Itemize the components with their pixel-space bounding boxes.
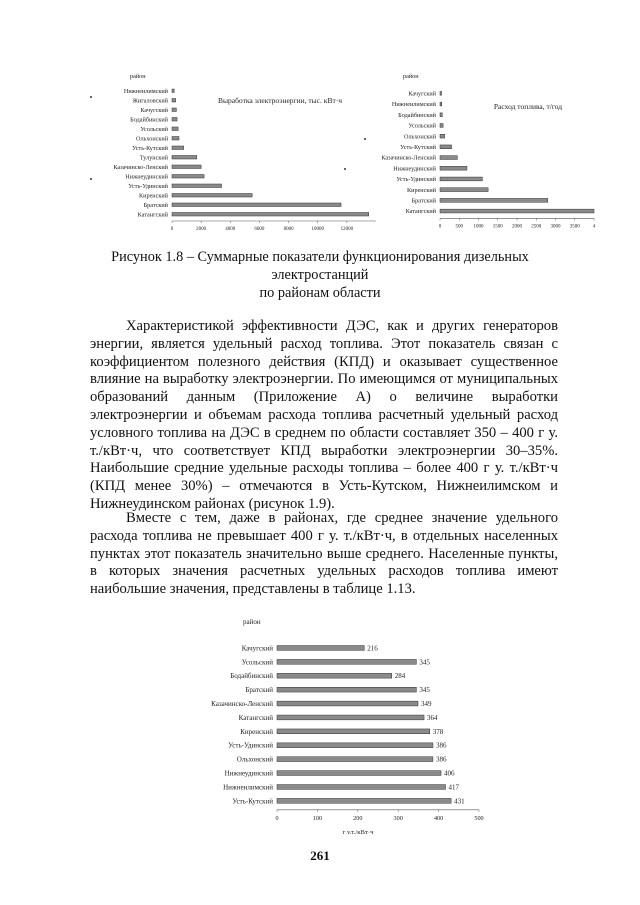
bar [172, 194, 252, 198]
bar [172, 203, 341, 207]
bar [440, 156, 457, 160]
category-label: Усть-Кутский [232, 797, 273, 806]
bar [277, 673, 392, 678]
figure-caption [90, 248, 550, 302]
data-label: 284 [394, 672, 406, 681]
x-axis-label: г у.т./кВт·ч [342, 829, 374, 834]
data-label: 378 [432, 727, 444, 736]
category-label: Киренский [240, 727, 273, 736]
x-tick-label: 4000 [225, 227, 236, 232]
bar [440, 188, 488, 192]
category-label: Казачинско-Ленский [381, 154, 436, 162]
x-tick-label: 300 [393, 815, 403, 822]
category-label: Нижнеудинский [125, 173, 168, 181]
category-label: Жигаловский [132, 97, 168, 105]
paragraph-1 [90, 318, 558, 514]
x-tick-label: 8000 [283, 227, 294, 232]
scan-speck [344, 168, 346, 170]
x-tick-label: 10000 [311, 227, 324, 232]
specific-fuel-consumption-chart-svg [195, 614, 495, 834]
category-label: Нижнеилимский [123, 87, 168, 95]
data-label: 345 [419, 658, 430, 667]
category-label: Братский [411, 197, 436, 205]
category-label: Усть-Кутский [132, 144, 168, 152]
bar [277, 743, 433, 748]
power-generation-chart-svg [80, 70, 380, 240]
category-axis-title: район [243, 618, 261, 626]
x-tick-label: 12000 [340, 227, 354, 232]
category-label: Братский [245, 686, 273, 695]
page-number: 261 [310, 848, 330, 863]
bar [440, 91, 442, 95]
bar [277, 757, 433, 762]
x-tick-label: 100 [312, 815, 323, 822]
category-axis-title: район [130, 73, 146, 80]
bar [172, 175, 204, 179]
paragraph-1-text: Характеристикой эффективности ДЭС, как и других генераторов энергии, является удельный расход топлива. Этот показатель связан с коэффициентом полезного действия (КПД) и оказывает существенное влияние на выработку электроэнергии. По имеющимся от муниципальных образований данным (Приложение А) о величине выработки электроэнергии и объемам расхода топлива расчетный удельный расход условного топлива на ДЭС в среднем по области составляет 350 – 400 г у. т./кВт·ч, что соответствует КПД выработки электроэнергии 30–35%. Наибольшие средние удельные расходы топлива – более 400 г у. т./кВт·ч (КПД менее 30%) – отмечаются в Усть-Кутском, Нижнеилимском и Нижнеудинском районах (рисунок 1.9). [90, 318, 558, 512]
data-label: 417 [448, 783, 459, 792]
bar [440, 134, 445, 138]
data-label: 216 [367, 644, 378, 653]
data-label: 349 [420, 700, 432, 708]
category-label: Братский [143, 201, 168, 209]
bar [277, 729, 430, 734]
category-label: Тулунский [139, 154, 168, 162]
x-tick-label: 6000 [254, 227, 265, 232]
paragraph-2-text: Вместе с тем, даже в районах, где среднее значение удельного расхода топлива не превышает 400 г у. т./кВт·ч, в отдельных населенных пунктах этот показатель значительно выше среднего. Населенные пункты, в которых значения расчетных удельных расходов топлива имеют наибольшие значения, представлены в таблице 1.13. [90, 510, 558, 598]
data-label: 406 [444, 769, 455, 778]
category-label: Усольский [140, 125, 168, 133]
bar [440, 198, 548, 202]
bar [440, 166, 467, 170]
bar [440, 177, 482, 181]
x-tick-label: 400 [433, 815, 444, 822]
category-label: Усольский [241, 658, 273, 667]
bar [172, 137, 179, 141]
category-label: Нижнеилимский [391, 101, 436, 109]
category-label: Бодайбинский [398, 111, 436, 119]
caption-line-3: по районам области [259, 285, 381, 301]
caption-line-2: электростанций [271, 267, 369, 283]
specific-fuel-consumption-chart [195, 614, 495, 834]
category-label: Качугский [140, 106, 168, 114]
category-label: Бодайбинский [230, 672, 273, 681]
category-label: Киренский [407, 186, 436, 194]
category-label: Усть-Удинский [228, 741, 273, 750]
category-label: Нижнеудинский [224, 769, 273, 778]
data-label: 386 [435, 755, 447, 764]
category-label: Качугский [408, 90, 436, 98]
x-tick-label: 500 [455, 224, 463, 230]
bar [172, 146, 184, 150]
chart-title: Выработка электроэнергии, тыс. кВт·ч [217, 96, 343, 105]
scan-speck [90, 178, 92, 180]
category-label: Усть-Кутский [400, 144, 436, 152]
bar [172, 99, 176, 103]
bar [277, 701, 418, 706]
x-tick-label: 0 [438, 224, 442, 230]
category-label: Нижнеилимский [223, 783, 273, 792]
category-label: Качугский [241, 644, 273, 653]
category-label: Нижнеудинский [393, 165, 436, 173]
paragraph-2 [90, 510, 558, 599]
category-axis-title: район [403, 73, 419, 80]
x-tick-label: 0 [170, 227, 174, 232]
category-label: Бодайбинский [130, 116, 168, 124]
bar [172, 213, 369, 217]
bar [440, 113, 442, 117]
bar [440, 102, 442, 106]
data-label: 364 [427, 713, 438, 722]
chart-title: Расход топлива, т/год [493, 102, 563, 111]
x-tick-label: 3000 [550, 224, 561, 230]
power-generation-chart [80, 70, 380, 240]
bar [277, 771, 441, 776]
category-label: Ольхонский [403, 133, 436, 141]
fuel-consumption-chart-svg [368, 70, 608, 240]
data-label: 345 [419, 686, 430, 695]
caption-line-1: Рисунок 1.8 – Суммарные показатели функционирования дизельных [111, 249, 529, 265]
category-label: Усольский [408, 122, 436, 130]
data-label: 386 [435, 741, 447, 750]
bar [172, 118, 177, 122]
x-tick-label: 2000 [196, 227, 207, 232]
category-label: Катангский [137, 211, 168, 219]
bar [277, 785, 445, 790]
category-label: Усть-Удинский [396, 176, 436, 184]
category-label: Усть-Удинский [128, 182, 168, 190]
category-label: Киренский [139, 192, 168, 200]
x-tick-label: 3500 [569, 224, 580, 230]
category-label: Казачинско-Ленский [211, 700, 273, 708]
x-tick-label: 1500 [492, 224, 503, 230]
bar [277, 646, 364, 651]
category-label: Катангский [238, 713, 273, 722]
bar [440, 209, 594, 213]
scan-speck [364, 138, 366, 140]
category-label: Ольхонский [135, 135, 168, 143]
x-tick-label: 4 [592, 224, 596, 230]
bar [172, 165, 201, 169]
bar [172, 156, 197, 160]
bar [440, 124, 443, 128]
bar [277, 715, 424, 720]
data-label: 431 [454, 797, 465, 806]
bar [172, 184, 222, 188]
bar [277, 687, 416, 692]
category-label: Ольхонский [236, 755, 273, 764]
bar [277, 659, 416, 664]
bar [440, 145, 452, 149]
bar [172, 108, 176, 112]
bar [172, 127, 178, 131]
bar [277, 798, 451, 803]
x-tick-label: 200 [353, 815, 363, 822]
bar [172, 89, 174, 93]
x-tick-label: 0 [275, 815, 279, 822]
scan-speck [90, 96, 92, 98]
x-tick-label: 2500 [531, 224, 542, 230]
x-tick-label: 2000 [512, 224, 522, 230]
category-label: Казачинско-Ленский [113, 163, 168, 171]
fuel-consumption-chart [368, 70, 608, 240]
category-label: Катангский [405, 208, 436, 216]
x-tick-label: 500 [474, 815, 484, 822]
x-tick-label: 1000 [473, 224, 484, 230]
